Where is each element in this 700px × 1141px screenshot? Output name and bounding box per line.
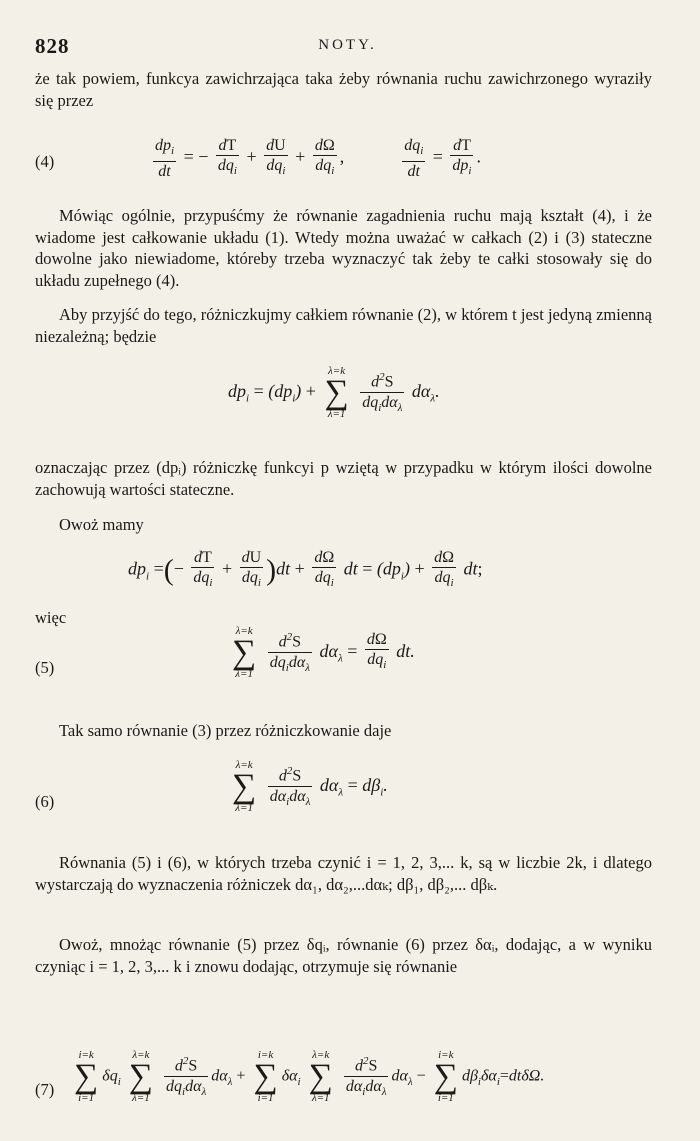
equation-label-7: (7) xyxy=(35,1080,55,1099)
running-title: NOTY. xyxy=(318,37,377,53)
equation-6: λ=k ∑ λ=1 $\frac{d^2S}{d\alpha_id\alpha_\lambda}$ $d\alpha_\lambda = d\beta_i$. xyxy=(232,759,388,814)
paragraph-intro: że tak powiem, funkcya zawichrzająca taka żeby równania ruchu zawichrzonego wyraziły się przez xyxy=(35,69,652,110)
equation-label-4: (4) xyxy=(35,152,55,171)
paragraph-rownania: Równania (5) i (6), w których trzeba czynić i = 1, 2, 3,... k, są w liczbie 2k, i dlatego wystarczają do wyznaczenia różniczek dα₁, dα₂,...dαₖ; dβ₁, dβ₂,... dβₖ. xyxy=(35,853,652,894)
equation-5: λ=k ∑ λ=1 $\frac{d^2S}{dq_id\alpha_\lambda}$ $d\alpha_\lambda$ = $\frac{d\Omega}{dq_i}$ dt. xyxy=(232,625,415,680)
page-header xyxy=(35,34,660,58)
equation-label-5: (5) xyxy=(35,658,55,677)
equation-7: i=k ∑ i=1 $\delta q_i$ λ=k ∑ λ=1 $\frac{d^2S}{dq_id\alpha_\lambda}$ $d\alpha_\lambda$ + i=k ∑ i=1 $\delta\alpha_i$ λ=k ∑ λ=1 $\frac{d^2S}{d\alpha_id\alpha_\lambda}$ $d\alpha_\lambda$ − i=k ∑ i=1 $d\beta_i\delta\alpha_i=dt\delta\Omega$. xyxy=(74,1049,545,1104)
paragraph-mnozac: Owoż, mnożąc równanie (5) przez δqᵢ, równanie (6) przez δαᵢ, dodając, a w wyniku czyniąc i = 1, 2, 3,... k i znowu dodając, otrzymuje się równanie xyxy=(35,935,652,976)
equation-4: $\frac{dp_i}{dt}$ = − $\frac{dT}{dq_i}$ + $\frac{dU}{dq_i}$ + $\frac{d\Omega}{dq_i}$ , $\frac{dq_i}{dt}$ = $\frac{dT}{dp_i}$ . xyxy=(155,137,481,181)
paragraph-owoz-mamy: Owoż mamy xyxy=(59,515,144,534)
equation-dp-expanded: $dp_i$ =(− $\frac{dT}{dq_i}$ + $\frac{dU}{dq_i}$ )dt + $\frac{d\Omega}{dq_i}$ dt = $(dp_i)$ + $\frac{d\Omega}{dq_i}$ dt; xyxy=(128,549,483,590)
page-number: 828 xyxy=(35,34,70,58)
paragraph-wiec: więc xyxy=(35,608,67,627)
paragraph-general: Mówiąc ogólnie, przypuśćmy że równanie zagadnienia ruchu mają kształt (4), i że wiadome jest całkowanie układu (1). Wtedy można uważać w całkach (2) i (3) stateczne dowolne jako niewiadome, któreby trzeba wyznaczyć tak żeby te całki stosowały się do układu zupełnego (4). xyxy=(35,206,652,290)
paragraph-notation: oznaczając przez (dpᵢ) różniczkę funkcyi p wziętą w przypadku w którym ilości dowolne zachowują wartości stateczne. xyxy=(35,458,652,499)
paragraph-differentiate: Aby przyjść do tego, różniczkujmy całkiem równanie (2), w którem t jest jedyną zmienną niezależną; będzie xyxy=(35,305,652,346)
equation-label-6: (6) xyxy=(35,792,55,811)
paragraph-tak-samo: Tak samo równanie (3) przez różniczkowanie daje xyxy=(59,721,392,740)
equation-dp: $dp_i = (dp_i)$ + λ=k ∑ λ=1 $\frac{d^2S}{dq_id\alpha_\lambda}$ $d\alpha_\lambda$. xyxy=(228,365,440,420)
